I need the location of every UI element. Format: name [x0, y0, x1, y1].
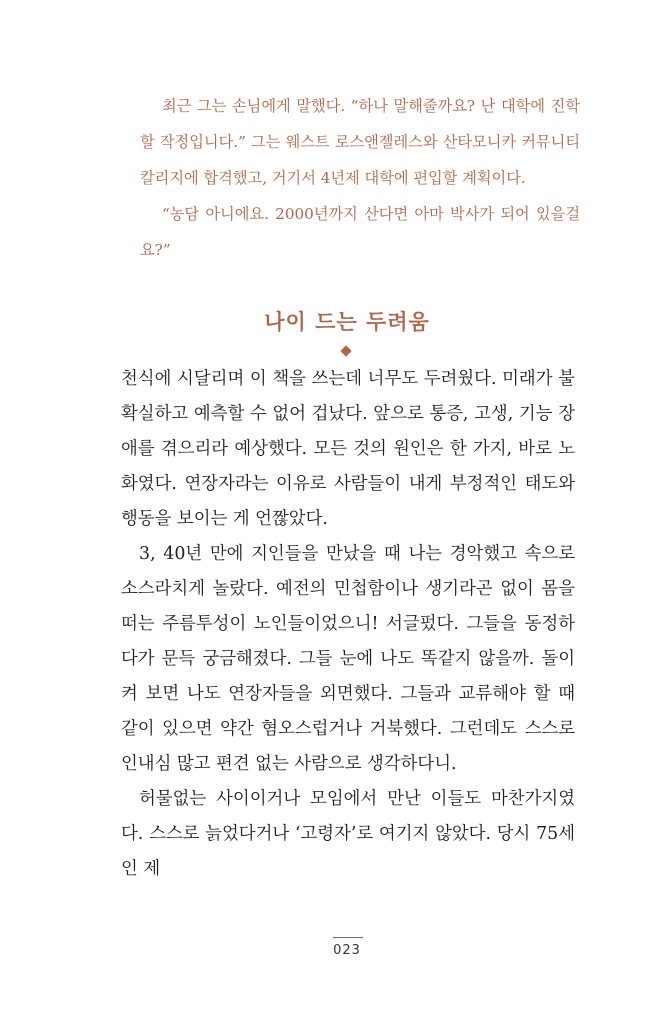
- body-paragraph-3: 허물없는 사이이거나 모임에서 만난 이들도 마찬가지였다. 스스로 늙었다거나 ‘고령자’로 여기지 않았다. 당시 75세인 제: [121, 789, 575, 879]
- diamond-ornament-icon: [340, 345, 351, 356]
- body-paragraph-1: 천식에 시달리며 이 책을 쓰는데 너무도 두려웠다. 미래가 불확실하고 예측할 수 없어 겁났다. 앞으로 통증, 고생, 기능 장애를 겪으리라 예상했다. 모든 것의 원인은 한 가지, 바로 노화였다. 연장자라는 이유로 사람들이 내게 부정적인 태도와 행동을 보이는 게 언짢았다.: [121, 369, 575, 529]
- quote-paragraph-2: “농담 아니에요. 2000년까지 산다면 아마 박사가 되어 있을걸요?”: [140, 205, 580, 259]
- quote-paragraph-1: 최근 그는 손님에게 말했다. “하나 말해줄까요? 난 대학에 진학할 작정입니다.” 그는 웨스트 로스앤젤레스와 산타모니카 커뮤니티 칼리지에 합격했고, 거기서 4년제 대학에 편입할 계획이다.: [140, 97, 580, 187]
- page-number: 023: [333, 943, 361, 958]
- body-text: [121, 362, 575, 887]
- section-title: 나이 드는 두려움: [264, 310, 430, 334]
- footer-rule: [333, 937, 363, 938]
- quote-block: [140, 88, 580, 268]
- body-paragraph-2: 3, 40년 만에 지인들을 만났을 때 나는 경악했고 속으로 소스라치게 놀랐다. 예전의 민첩함이나 생기라곤 없이 몸을 떠는 주름투성이 노인들이었으니! 서글펐다. 그들을 동정하다가 문득 궁금해졌다. 그들 눈에 나도 똑같지 않을까. 돌이켜 보면 나도 연장자들을 외면했다. 그들과 교류해야 할 때 같이 있으면 약간 혐오스럽거나 거북했다. 그런데도 스스로 인내심 많고 편견 없는 사람으로 생각하다니.: [121, 544, 575, 774]
